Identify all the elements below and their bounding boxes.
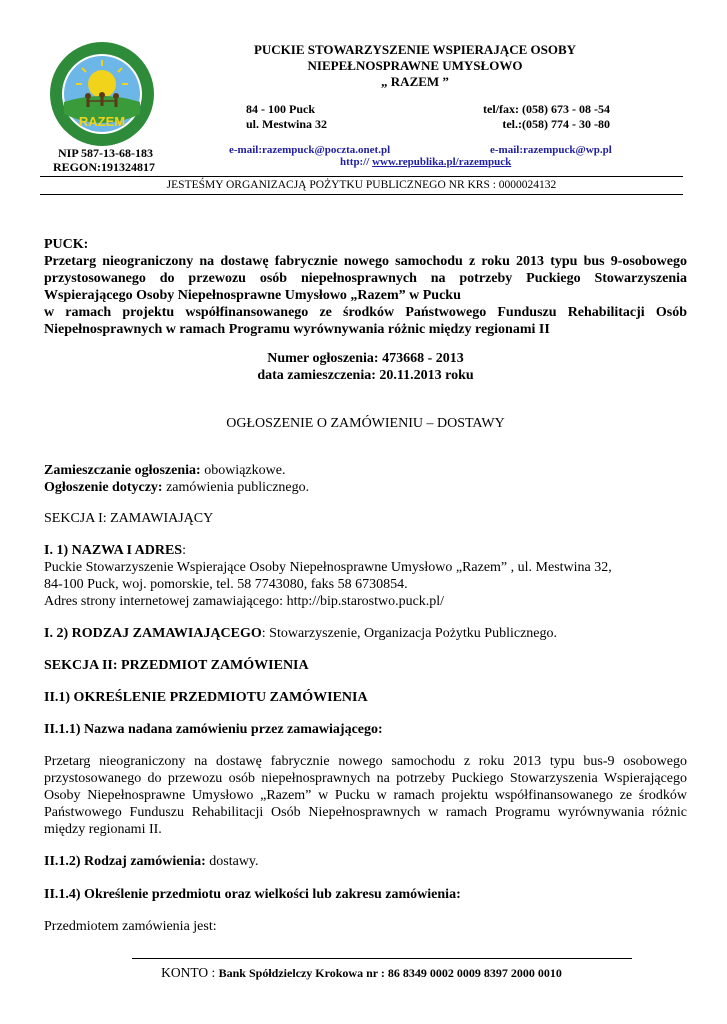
tender-title-line-1: Przetarg nieograniczony na dostawę fabrycznie nowego samochodu z roku 2013 typu bus 9-osobowego: [44, 254, 687, 269]
header-divider-bottom: [40, 194, 683, 195]
s2-1-2-label: II.1.2) Rodzaj zamówienia:: [44, 854, 206, 869]
s2-1-2-row: [44, 853, 687, 870]
org-name-line-2: NIEPEŁNOSPRAWNE UMYSŁOWO: [307, 58, 523, 73]
s2-1-4-heading: II.1.4) Określenie przedmiotu oraz wielkości lub zakresu zamówienia:: [44, 887, 461, 902]
s1-1-website-line: Adres strony internetowej zamawiającego: http://bip.starostwo.puck.pl/: [44, 594, 445, 609]
logo-text: RAZEM: [78, 114, 126, 129]
konto-value: Bank Spółdzielczy Krokowa nr : 86 8349 0002 0009 8397 2000 0010: [218, 966, 562, 980]
organization-logo: [48, 40, 156, 148]
notice-date: data zamieszczenia: 20.11.2013 roku: [257, 368, 474, 383]
concerns-row: [44, 479, 687, 496]
s1-1-label: I. 1) NAZWA I ADRES: [44, 543, 183, 558]
section-2-heading: SEKCJA II: PRZEDMIOT ZAMÓWIENIA: [44, 658, 309, 673]
phone-fax: tel/fax: (058) 673 - 08 -54: [483, 102, 610, 116]
tender-title-line-4: w ramach projektu współfinansowanego ze środków Państwowego Funduszu Rehabilitacji Osób: [44, 305, 687, 320]
opp-statement: JESTEŚMY ORGANIZACJĄ POŻYTKU PUBLICZNEGO NR KRS : 0000024132: [166, 179, 557, 191]
footer-divider: [132, 958, 632, 959]
footer-account: [40, 964, 683, 982]
website-prefix: http://: [340, 156, 370, 168]
s2-1-1-text-line-2: przystosowanego do przewozu osób niepełnosprawnych na potrzeby Puckiego Stowarzyszenia Wspierającego: [44, 771, 687, 786]
city-heading: PUCK:: [44, 237, 89, 252]
placement-label: Zamieszczanie ogłoszenia:: [44, 463, 201, 478]
header-divider-top: [40, 176, 683, 177]
s2-1-1-text-line-1: Przetarg nieograniczony na dostawę fabrycznie nowego samochodu z roku 2013 typu bus-9 osobowego: [44, 754, 687, 769]
email-link-2[interactable]: e-mail:razempuck@wp.pl: [490, 144, 612, 156]
s2-1-1-heading: II.1.1) Nazwa nadana zamówieniu przez zamawiającego:: [44, 722, 383, 737]
s1-2-row: [44, 625, 687, 642]
s2-1-2-value: dostawy.: [205, 854, 259, 869]
konto-label: KONTO :: [161, 965, 219, 980]
tender-title-line-5: Niepełnosprawnych w ramach Programu wyrównywania różnic między regionami II: [44, 322, 550, 337]
tender-title-line-2: przystosowanego do przewozu osób niepełnosprawnych na potrzeby Puckiego Stowarzyszenia: [44, 271, 687, 286]
s2-1-1-text-line-5: między regionami II.: [44, 822, 162, 837]
placement-value: obowiązkowe.: [200, 463, 286, 478]
email-link-1[interactable]: e-mail:razempuck@poczta.onet.pl: [229, 144, 391, 156]
concerns-value: zamówienia publicznego.: [162, 480, 310, 495]
s1-1-colon: :: [182, 543, 186, 558]
org-name-line-1: PUCKIE STOWARZYSZENIE WSPIERAJĄCE OSOBY: [253, 42, 577, 57]
website-link[interactable]: www.republika.pl/razempuck: [372, 156, 512, 168]
org-name-line-3: „ RAZEM ”: [381, 74, 449, 89]
s2-1-1-text-line-4: Państwowego Funduszu Rehabilitacji Osób Niepełnosprawnych w ramach Programu wyrównywania różnic: [44, 805, 687, 820]
notice-number: Numer ogłoszenia: 473668 - 2013: [267, 351, 464, 366]
s1-2-value: : Stowarzyszenie, Organizacja Pożytku Publicznego.: [261, 626, 558, 641]
subject-intro: Przedmiotem zamówienia jest:: [44, 919, 217, 934]
s1-1-address-line-2: 84-100 Puck, woj. pomorskie, tel. 58 7743080, faks 58 6730854.: [44, 577, 408, 592]
nip-number: NIP 587-13-68-183: [58, 146, 153, 160]
website: [340, 155, 511, 169]
address-city: 84 - 100 Puck: [246, 102, 315, 116]
s1-2-label: I. 2) RODZAJ ZAMAWIAJĄCEGO: [44, 626, 262, 641]
address-street: ul. Mestwina 32: [246, 117, 327, 131]
s2-1-heading: II.1) OKREŚLENIE PRZEDMIOTU ZAMÓWIENIA: [44, 690, 368, 705]
tender-title-line-3: Wspierającego Osoby Niepełnosprawne Umysłowo „Razem” w Pucku: [44, 288, 461, 303]
s1-1-heading: [44, 542, 687, 559]
logo-emblem-icon: [48, 40, 156, 148]
regon-number: REGON:191324817: [53, 160, 155, 174]
s1-1-address-line-1: Puckie Stowarzyszenie Wspierające Osoby Niepełnosprawne Umysłowo „Razem” , ul. Mestwina 32,: [44, 560, 612, 575]
notice-heading: OGŁOSZENIE O ZAMÓWIENIU – DOSTAWY: [226, 416, 505, 431]
section-1-heading: SEKCJA I: ZAMAWIAJĄCY: [44, 511, 214, 526]
concerns-label: Ogłoszenie dotyczy:: [44, 480, 163, 495]
phone: tel.:(058) 774 - 30 -80: [502, 117, 610, 131]
placement-row: [44, 462, 687, 479]
s2-1-1-text-line-3: Osoby Niepełnosprawne Umysłowo „Razem” w Pucku w ramach projektu współfinansowanego ze środków: [44, 788, 687, 803]
